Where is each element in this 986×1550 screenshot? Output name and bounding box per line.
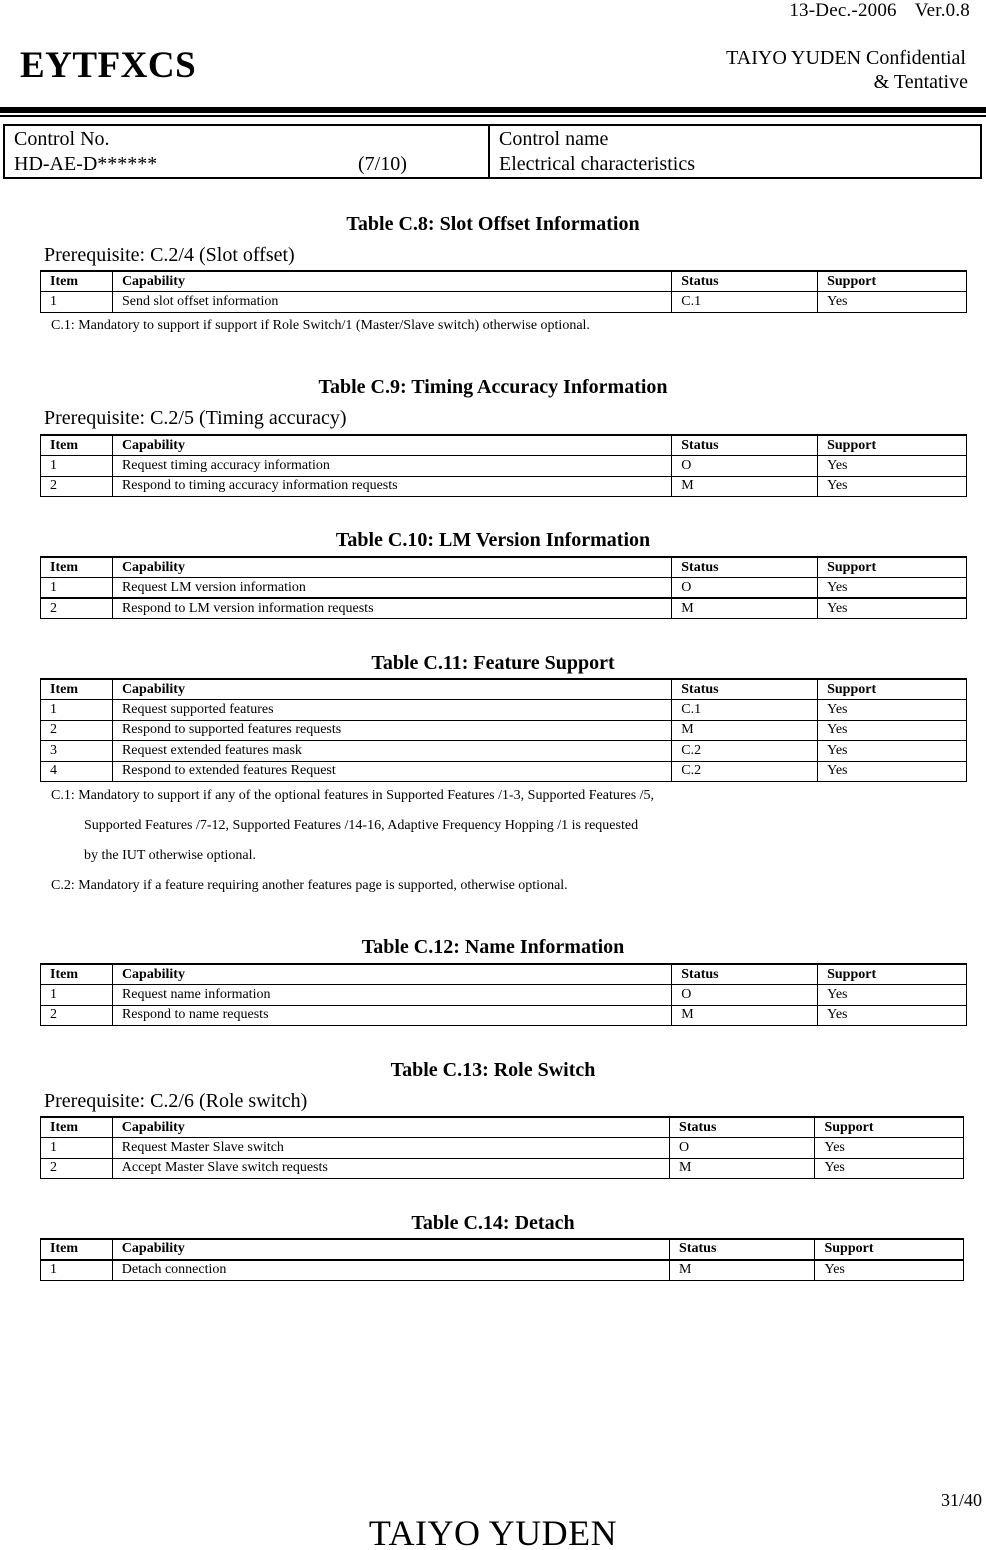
table-c12-title: Table C.12: Name Information — [361, 936, 625, 958]
cell-capability: Respond to supported features requests — [112, 720, 671, 741]
column-header-capability: Capability — [112, 271, 671, 292]
column-header-capability: Capability — [112, 1239, 669, 1260]
column-header-item: Item — [41, 1239, 113, 1260]
table-header-row — [41, 679, 967, 700]
table-c11 — [40, 678, 967, 782]
table-c8-note-c1: C.1: Mandatory to support if support if Role Switch/1 (Master/Slave switch) otherwise optional. — [51, 318, 590, 333]
table-row — [41, 456, 967, 477]
table-c11-title: Table C.11: Feature Support — [371, 652, 615, 674]
column-header-status: Status — [672, 557, 818, 578]
table-c10-title: Table C.10: LM Version Information — [335, 529, 651, 551]
table-c13-title: Table C.13: Role Switch — [390, 1059, 596, 1081]
cell-support: Yes — [818, 720, 967, 741]
cell-status: O — [672, 985, 818, 1006]
cell-status: C.2 — [672, 741, 818, 762]
cell-status: M — [670, 1158, 815, 1179]
cell-item: 2 — [41, 1158, 113, 1179]
table-row — [41, 1005, 967, 1026]
column-header-support: Support — [818, 964, 967, 985]
cell-status: M — [672, 476, 818, 497]
table-row — [41, 720, 967, 741]
table-c11-note-c2: C.2: Mandatory if a feature requiring another features page is supported, otherwise optional. — [51, 878, 568, 893]
header-rule-thin — [0, 115, 986, 117]
footer-brand: TAIYO YUDEN — [368, 1513, 618, 1550]
cell-capability: Respond to name requests — [112, 1005, 671, 1026]
column-header-capability: Capability — [112, 557, 671, 578]
column-header-support: Support — [815, 1239, 964, 1260]
column-header-status: Status — [670, 1117, 815, 1138]
table-header-row — [41, 435, 967, 456]
cell-status: C.2 — [672, 761, 818, 782]
confidential-line-2: & Tentative — [873, 71, 968, 93]
column-header-support: Support — [818, 557, 967, 578]
cell-capability: Request timing accuracy information — [112, 456, 671, 477]
cell-support: Yes — [818, 456, 967, 477]
table-c8 — [40, 270, 967, 313]
cell-capability: Request extended features mask — [112, 741, 671, 762]
cell-support: Yes — [818, 578, 967, 599]
column-header-support: Support — [815, 1117, 964, 1138]
column-header-item: Item — [41, 1117, 113, 1138]
column-header-capability: Capability — [112, 435, 671, 456]
cell-item: 1 — [41, 1260, 113, 1281]
confidential-notice — [726, 46, 968, 94]
control-box — [3, 124, 982, 179]
cell-support: Yes — [818, 292, 967, 313]
column-header-capability: Capability — [112, 679, 671, 700]
table-row — [41, 1260, 964, 1281]
table-c12 — [40, 963, 967, 1026]
cell-capability: Accept Master Slave switch requests — [112, 1158, 669, 1179]
table-c11-note-c1-line2: Supported Features /7-12, Supported Features /14-16, Adaptive Frequency Hopping /1 is requested — [84, 818, 639, 833]
column-header-status: Status — [672, 679, 818, 700]
cell-support: Yes — [818, 985, 967, 1006]
cell-item: 1 — [41, 456, 113, 477]
table-c9-prerequisite: Prerequisite: C.2/5 (Timing accuracy) — [44, 407, 347, 429]
document-version: Ver.0.8 — [914, 0, 970, 21]
cell-status: M — [672, 720, 818, 741]
table-c10 — [40, 556, 967, 619]
column-header-item: Item — [41, 557, 113, 578]
document-date: 13-Dec.-2006 — [789, 0, 897, 21]
cell-item: 2 — [41, 476, 113, 497]
cell-item: 2 — [41, 720, 113, 741]
table-row — [41, 985, 967, 1006]
cell-support: Yes — [818, 476, 967, 497]
table-c11-note-c1-line3: by the IUT otherwise optional. — [84, 848, 256, 863]
control-number-label: Control No. — [14, 128, 110, 150]
date-version — [789, 0, 970, 22]
control-name-value: Electrical characteristics — [499, 153, 695, 175]
table-header-row — [41, 1239, 964, 1260]
table-row — [41, 476, 967, 497]
cell-capability: Respond to timing accuracy information requests — [112, 476, 671, 497]
table-header-row — [41, 557, 967, 578]
table-header-row — [41, 271, 967, 292]
cell-item: 1 — [41, 985, 113, 1006]
column-header-capability: Capability — [112, 964, 671, 985]
column-header-status: Status — [672, 435, 818, 456]
column-header-status: Status — [672, 271, 818, 292]
cell-item: 1 — [41, 700, 113, 721]
table-c8-prerequisite: Prerequisite: C.2/4 (Slot offset) — [44, 244, 295, 266]
column-header-status: Status — [670, 1239, 815, 1260]
column-header-support: Support — [818, 271, 967, 292]
cell-status: O — [672, 578, 818, 599]
column-header-item: Item — [41, 271, 113, 292]
table-c14-title: Table C.14: Detach — [411, 1212, 575, 1234]
cell-support: Yes — [818, 741, 967, 762]
cell-item: 2 — [41, 598, 113, 619]
table-c14 — [40, 1238, 964, 1281]
column-header-support: Support — [818, 679, 967, 700]
table-row — [41, 598, 967, 619]
cell-status: M — [672, 598, 818, 619]
cell-capability: Respond to extended features Request — [112, 761, 671, 782]
cell-capability: Detach connection — [112, 1260, 669, 1281]
table-c9-title: Table C.9: Timing Accuracy Information — [318, 376, 668, 398]
column-header-item: Item — [41, 679, 113, 700]
cell-status: M — [670, 1260, 815, 1281]
control-page-fraction: (7/10) — [358, 153, 407, 175]
table-c8-title: Table C.8: Slot Offset Information — [346, 213, 640, 235]
control-name-label: Control name — [499, 128, 609, 150]
table-row — [41, 1138, 964, 1159]
cell-status: C.1 — [672, 700, 818, 721]
table-row — [41, 292, 967, 313]
column-header-item: Item — [41, 435, 113, 456]
confidential-line-1: TAIYO YUDEN Confidential — [726, 47, 966, 69]
cell-item: 1 — [41, 578, 113, 599]
table-row — [41, 578, 967, 599]
cell-capability: Request LM version information — [112, 578, 671, 599]
cell-status: M — [672, 1005, 818, 1026]
cell-support: Yes — [818, 700, 967, 721]
cell-status: O — [672, 456, 818, 477]
cell-item: 2 — [41, 1005, 113, 1026]
table-header-row — [41, 1117, 964, 1138]
cell-status: O — [670, 1138, 815, 1159]
cell-support: Yes — [815, 1158, 964, 1179]
cell-support: Yes — [818, 1005, 967, 1026]
control-number-value: HD-AE-D****** — [14, 153, 158, 175]
table-row — [41, 1158, 964, 1179]
table-c9 — [40, 434, 967, 497]
cell-item: 1 — [41, 1138, 113, 1159]
table-c13-prerequisite: Prerequisite: C.2/6 (Role switch) — [44, 1090, 308, 1112]
cell-capability: Request supported features — [112, 700, 671, 721]
cell-status: C.1 — [672, 292, 818, 313]
cell-item: 3 — [41, 741, 113, 762]
cell-support: Yes — [818, 598, 967, 619]
page-number: 31/40 — [940, 1490, 982, 1510]
cell-capability: Respond to LM version information requests — [112, 598, 671, 619]
cell-capability: Request name information — [112, 985, 671, 1006]
table-row — [41, 700, 967, 721]
table-c11-note-c1-line1: C.1: Mandatory to support if any of the optional features in Supported Features /1-3, Supported Features /5, — [51, 788, 655, 803]
cell-support: Yes — [815, 1260, 964, 1281]
table-header-row — [41, 964, 967, 985]
table-c13 — [40, 1116, 964, 1179]
cell-support: Yes — [818, 761, 967, 782]
cell-capability: Send slot offset information — [112, 292, 671, 313]
column-header-status: Status — [672, 964, 818, 985]
control-name-cell — [490, 126, 980, 177]
cell-support: Yes — [815, 1138, 964, 1159]
cell-capability: Request Master Slave switch — [112, 1138, 669, 1159]
column-header-support: Support — [818, 435, 967, 456]
column-header-item: Item — [41, 964, 113, 985]
header-rule-thick — [0, 107, 986, 113]
table-row — [41, 761, 967, 782]
company-logo: EYTFXCS — [20, 45, 197, 86]
cell-item: 4 — [41, 761, 113, 782]
table-row — [41, 741, 967, 762]
column-header-capability: Capability — [112, 1117, 669, 1138]
control-number-cell — [5, 126, 490, 177]
cell-item: 1 — [41, 292, 113, 313]
